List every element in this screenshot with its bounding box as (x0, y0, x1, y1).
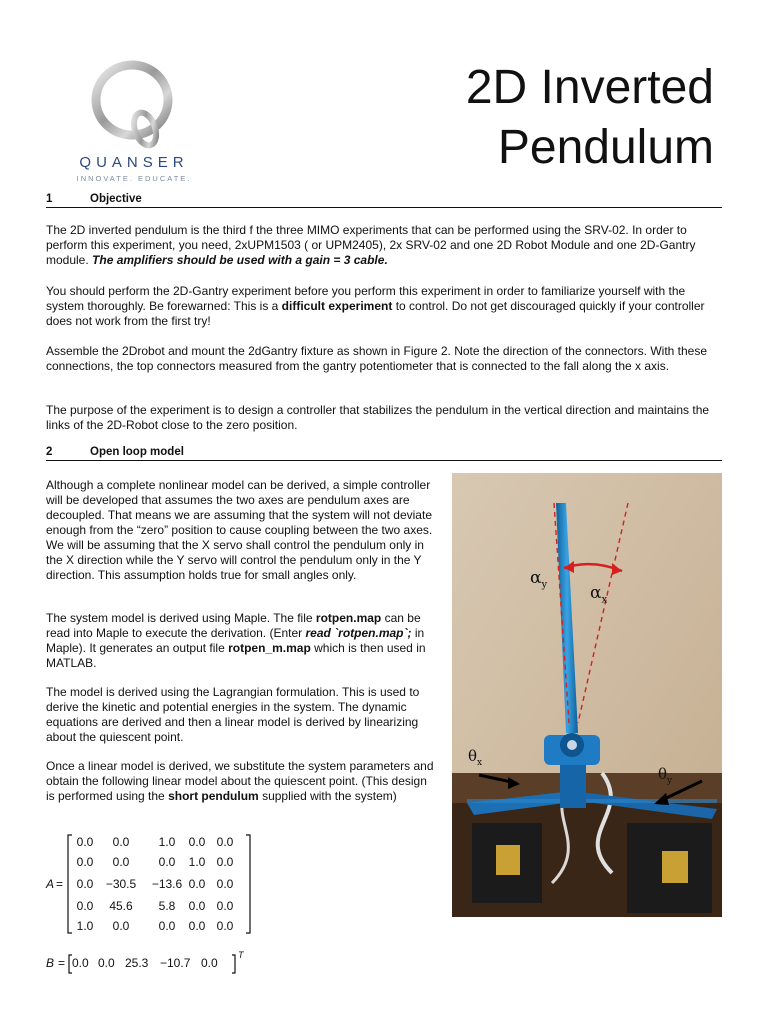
logo-wordmark: QUANSER (79, 154, 189, 171)
matrix-cell: 0.0 (112, 855, 130, 869)
matrix-cell: 0.0 (76, 899, 94, 913)
matrix-cell: 1.0 (76, 919, 94, 933)
alpha-y-label: $\alpha_y$ (530, 568, 548, 591)
quanser-logo (54, 60, 212, 188)
paragraph-text: to control. Do not get discouraged quickly if your controller does not work from the first try! (46, 299, 705, 328)
title-line-2: Pendulum (497, 121, 714, 174)
theta-y-label: $\theta_y$ (658, 765, 673, 786)
pendulum-apparatus-illustration (452, 473, 722, 917)
section-title: Open loop model (90, 446, 184, 458)
paragraph-maple (46, 611, 438, 671)
matrix-cell: 0.0 (158, 919, 176, 933)
matrix-cell: 0.0 (216, 919, 234, 933)
section-heading-open-loop-model (46, 446, 722, 461)
matrix-cell: 0.0 (216, 855, 234, 869)
matrix-cell: 0.0 (158, 855, 176, 869)
matrix-cell: 1.0 (188, 855, 206, 869)
matrix-cell: 0.0 (72, 956, 89, 970)
matrix-cell: 0.0 (188, 899, 206, 913)
paragraph-text: The 2D inverted pendulum is the third f the three MIMO experiments that can be performed using the SRV-02. In order to perform this experiment, you need, 2xUPM1503 ( or UPM2405), 2x SRV-02 and one 2D Robot Module and one 2D-Gantry module. (46, 223, 696, 267)
matrix-cell: 1.0 (158, 835, 176, 849)
matrix-a-label: A (46, 877, 55, 891)
matrix-b (46, 950, 266, 974)
matrix-a-grid (68, 833, 248, 935)
matrix-cell: 0.0 (76, 877, 94, 891)
file-name-rotpen-m: rotpen_m.map (228, 641, 311, 655)
matrix-cell: 0.0 (76, 835, 94, 849)
amplifier-note: The amplifiers should be used with a gain = 3 cable. (92, 253, 388, 267)
matrix-cell: 0.0 (188, 835, 206, 849)
matrix-cell: 0.0 (112, 919, 130, 933)
matrix-cell: 0.0 (201, 956, 218, 970)
paragraph-text: supplied with the system) (258, 789, 397, 803)
file-name-rotpen: rotpen.map (315, 611, 382, 625)
paragraph-text: can be read into Maple to execute the derivation. (Enter (46, 611, 421, 640)
difficult-experiment-emphasis: difficult experiment (281, 299, 393, 313)
paragraph-decoupling: Although a complete nonlinear model can be derived, a simple controller will be developed that assumes the two axes are pendulum axes are decoupled. That means we are assuming that the system will not deviate enough from the “zero” position to cause coupling between the two axes. We will be assuming that the X servo shall control the pendulum only in the X direction while the Y servo will control the pendulum only in the Y direction. This assumption holds true for small angles only. (46, 478, 433, 582)
paragraph-objective-intro (46, 223, 722, 268)
matrix-cell: −13.6 (151, 877, 183, 891)
equals-sign: = (56, 877, 64, 891)
matrix-cell: 0.0 (188, 919, 206, 933)
paragraph-text: You should perform the 2D-Gantry experiment before you perform this experiment in order to familiarize yourself with the system thoroughly. Be forewarned: This is a (46, 284, 686, 313)
section-number: 2 (46, 446, 53, 458)
matrix-a (46, 833, 246, 935)
matrix-cell: 0.0 (216, 877, 234, 891)
paragraph-assembly: Assemble the 2Drobot and mount the 2dGantry fixture as shown in Figure 2. Note the direction of the connectors. With these connections, the top connectors measured from the gantry potentiometer that is connected to the fall along the x axis. (46, 344, 708, 373)
paragraph-text: in Maple). It generates an output file (46, 626, 425, 655)
paragraph-purpose: The purpose of the experiment is to design a controller that stabilizes the pendulum in the vertical direction and maintains the links of the 2D-Robot close to the zero position. (46, 403, 710, 432)
title-line-1: 2D Inverted (465, 61, 714, 114)
section-title: Objective (90, 193, 142, 205)
matrix-cell: 0.0 (98, 956, 115, 970)
maple-command: read `rotpen.map`; (305, 626, 412, 640)
paragraph-lagrangian: The model is derived using the Lagrangian formulation. This is used to derive the kinetic and potential energies in the system. The dynamic equations are derived and then a linear model is derived by linearizing about the quiescent point. (46, 685, 420, 744)
paragraph-text: Once a linear model is derived, we substitute the system parameters and obtain the following linear model about the quiescent point. (This design is performed using the (46, 759, 434, 803)
matrix-cell: −30.5 (105, 877, 137, 891)
paragraph-warning (46, 284, 722, 329)
section-number: 1 (46, 193, 53, 205)
matrix-cell: −10.7 (160, 956, 191, 970)
matrix-cell: 0.0 (216, 899, 234, 913)
matrix-cell: 5.8 (158, 899, 176, 913)
paragraph-text: which is then used in MATLAB. (46, 641, 426, 670)
matrix-cell: 0.0 (188, 877, 206, 891)
matrix-cell: 0.0 (76, 855, 94, 869)
paragraph-text: The system model is derived using Maple. The file (46, 611, 316, 625)
matrix-cell: 25.3 (125, 956, 149, 970)
theta-x-label: $\theta_x$ (468, 747, 483, 768)
section-heading-objective (46, 193, 722, 208)
matrix-cell: 0.0 (216, 835, 234, 849)
paragraph-linear-model (46, 759, 438, 804)
logo-tagline: INNOVATE. EDUCATE. (76, 174, 192, 183)
alpha-x-label: $\alpha_x$ (590, 583, 608, 606)
quanser-q-icon (54, 60, 212, 155)
pendulum-photo (452, 473, 722, 917)
short-pendulum-emphasis: short pendulum (168, 789, 259, 803)
page-title (466, 58, 714, 178)
matrix-cell: 45.6 (109, 899, 133, 913)
equals-sign: = (58, 956, 66, 970)
matrix-cell: 0.0 (112, 835, 130, 849)
matrix-b-label: B (46, 956, 55, 970)
transpose-superscript: T (238, 950, 244, 960)
